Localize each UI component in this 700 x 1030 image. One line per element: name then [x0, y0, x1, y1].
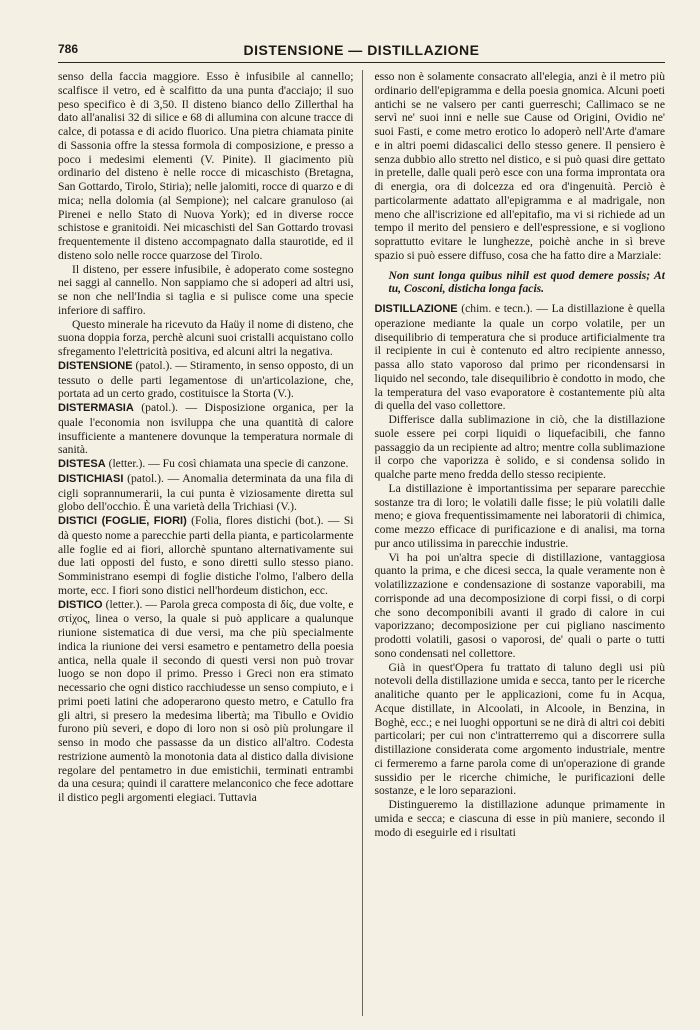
paragraph: senso della faccia maggiore. Esso è infusibile al cannello; scalfisce il vetro, ed è scalfitto da una punta d'acciajo; il suo peso specifico è di 3,50. Il disteno bianco dello Zillerthal ha dato all'analisi 32 di silice e 68 di allumina con alcune tracce di calce, di potassa e di acido fluorico. Una pietra chiamata pinite di Sassonia offre la stessa formola di composizione, e presso a poco i medesimi elementi (V. Pinite). Il giacimento più ordinario del disteno è nelle rocce di micaschisto (Bretagna, San Gottardo, Tirolo, Stiria); nelle jalomiti, rocce di quarzo e di mica; nella dolomia (al Sempione); nel calcare granuloso (ai Pirenei e nello Stato di Nuova York); ed in diverse rocce schistose e granitoidi. Nei micaschisti del San Gottardo trovasi frequentemente il disteno accompagnato dalla staurotide, ed il disteno solo nelle rocce quarzose del Tirolo.	[58, 70, 354, 262]
entry-text: (patol.). — Anomalia determinata da una fila di cigli soprannumerarii, la cui punta è viziosamente diretta sul globo dell'occhio. È una varietà della Trichiasi (V.).	[58, 471, 354, 514]
dictionary-entry	[58, 598, 354, 805]
dictionary-entry	[58, 401, 354, 457]
entry-headword: DISTICO	[58, 598, 103, 611]
running-head	[58, 42, 665, 60]
paragraph: Già in quest'Opera fu trattato di taluno degli usi più notevoli della distillazione umida e secca, tanto per le ricerche analitiche quanto per le applicazioni, come fu in Acqua, Acque distillate, in Alcoolati, in Alcoole, in Benzina, in Boghè, ecc.; e nei luoghi opportuni se ne dirà di altri coi debiti particolari; per cui non c'intratterremo qui a discorrere sulla distillazione considerata come argomento industriale, mentre ci fermeremo a farne parola come di un'operazione di grande sussidio per le ricerche chimiche, le purificazioni delle sostanze, e le loro separazioni.	[374, 660, 665, 798]
paragraph: Vi ha poi un'altra specie di distillazione, vantaggiosa quanto la prima, e che dicesi secca, la quale veramente non è volatilizzazione e condensazione di sostanze vaporabili, ma corrisponde ad una decomposizione di corpi fissi, o di corpi che sono decomponibili avanti il grado di calore in cui vaporizzano; decomposizione per cui pigliano nascimento prodotti volatili, gasosi o vaporosi, de' quali o parte o tutti sono condensati nel collettore.	[374, 550, 665, 660]
dictionary-entry	[58, 457, 354, 472]
text-columns	[58, 70, 665, 1016]
page-number: 786	[58, 42, 79, 56]
dictionary-entry	[58, 359, 354, 401]
entry-headword: DISTICI (FOGLIE, FIORI)	[58, 515, 187, 527]
paragraph: La distillazione è importantissima per separare parecchie sostanze tra di loro; le volatili dalle fisse; le più volatili dalle meno; e giova frequentissimamente nei laboratorii di chimica, come mezzo efficace di purificazione e di analisi, ma torna pur anco utilissima in parecchie industrie.	[374, 481, 665, 550]
paragraph: Il disteno, per essere infusibile, è adoperato come sostegno nei saggi al cannello. Non sappiamo che si adoperi ad altri usi, se non che nell'India si taglia e si pulisce come una specie inferiore di saffiro.	[58, 262, 354, 317]
entry-text: (letter.). — Parola greca composta di δίς, due volte, e στίχος, linea o verso, la quale si può applicare a qualunque riunione sistematica di due versi, ma che più specialmente indica la riunione dei versi esametro e pentametro della poesia antica, nella quale il secondo di questi versi non può trovar luogo se non dopo il primo. Presso i Greci non era stimato necessario che ogni distico racchiudesse un senso compiuto, e i primi poeti latini che adoperarono questo metro, e Catullo fra gli altri, si presero la medesima libertà; ma Tibullo e Ovidio furono più severi, e dopo di loro non si osò più prolungare il senso in modo che passasse da un distico all'altro. Codesta restrizione aumentò la monotonia data al distico dalla divisione regolare del pentametro in due emistichii, terminati entrambi da una cesura; quindi il carattere melanconico che fece adottare il distico pegli argomenti elegiaci. Tuttavia	[58, 597, 354, 804]
entry-text: (patol.). — Stiramento, in senso opposto, di un tessuto o delle parti legamentose di un'articolazione, che, portata ad un certo grado, costituisce la Storta (V.).	[58, 358, 354, 401]
entry-headword: DISTILLAZIONE	[374, 303, 458, 315]
header-title: DISTENSIONE — DISTILLAZIONE	[243, 42, 480, 58]
header-rule	[58, 62, 665, 63]
right-column	[362, 70, 666, 1016]
entry-headword: DISTERMASIA	[58, 402, 134, 414]
paragraph: Questo minerale ha ricevuto da Haüy il nome di disteno, che suona doppia forza, perchè alcuni suoi cristalli acquistano collo sfregamento l'elettricità positiva, ed alcuni altri la negativa.	[58, 317, 354, 358]
paragraph: Distingueremo la distillazione adunque primamente in umida e secca; e ciascuna di esse in più maniere, secondo il modo di eseguirle ed i risultati	[374, 798, 665, 839]
entry-headword: DISTENSIONE	[58, 359, 133, 372]
verse-quote: Non sunt longa quibus nihil est quod demere possis; At tu, Cosconi, disticha longa facis.	[388, 268, 665, 296]
paragraph: Differisce dalla sublimazione in ciò, che la distillazione suole essere pei corpi liquidi o liquefacibili, che fanno passaggio da un recipiente ad altro; mentre colla sublimazione il corpo che vaporizza è solido, e si condensa solido in qualche parte meno fredda dello stesso recipiente.	[374, 413, 665, 481]
dictionary-entry	[58, 514, 354, 598]
entry-headword: DISTICHIASI	[58, 472, 124, 485]
left-column	[58, 70, 362, 1016]
entry-headword: DISTESA	[58, 458, 106, 470]
dictionary-entry	[375, 302, 666, 413]
paragraph: esso non è solamente consacrato all'elegia, anzi è il metro più ordinario dell'epigramma e della poesia gnomica. Alcuni poeti antichi se ne valsero per canti guerreschi; Callimaco se ne servì ne' suoi inni e nelle sue Cause od Origini, Ovidio ne' suoi Fasti, e come metro erotico lo adoperò nell'Arte d'amare e in altri poemi didascalici dello stesso genere. Il pensiero è senza dubbio allo stretto nel distico, e si può quasi dire gettato in pretelle, dalle quali però esce con una forma improntata ora di energia, ora di dolcezza ed ora d'ingenuità. Perciò è particolarmente adattato all'epigramma e al madrigale, non meno che all'iscrizione ed all'epitafio, ma vi si richiede ad un tempo il merito del pensiero e dell'espressione, e si vogliono soprattutto evitare le lunghezze, poichè anche in sì breve spazio si può essere diffuso, cosa che ha fatto dire a Marziale:	[374, 70, 665, 262]
entry-text: (Folia, flores distichi (bot.). — Si dà questo nome a parecchie parti della pianta, e particolarmente alle foglie ed ai fiori, allorchè spuntano alternativamente sui due lati opposti del fusto, e sono diretti sullo stesso piano. Somministrano esempi di foglie distiche l'olmo, l'albero della morte, ecc. I fiori sono distici nell'hordeum distichon, ecc.	[58, 514, 354, 597]
entry-text: (patol.). — Disposizione organica, per la quale l'economia non isviluppa che una quantità di calore insufficiente a mantenere dovunque la temperatura normale di sanità.	[58, 401, 354, 457]
entry-text: (letter.). — Fu così chiamata una specie di canzone.	[105, 457, 349, 470]
entry-text: (chim. e tecn.). — La distillazione è quella operazione mediante la quale un corpo volatile, per un disequilibrio di temperatura che si produce artificialmente tra il recipiente in cui è contenuto ed altro recipiente annesso, passa allo stato vaporoso dal primo per ricondensarsi in liquido nel secondo, tale disequilibrio è condotto in modo, che la temperatura del vaso evaporatore è costantemente più alta di quella del vaso collettore.	[374, 302, 665, 413]
dictionary-entry	[58, 472, 354, 514]
